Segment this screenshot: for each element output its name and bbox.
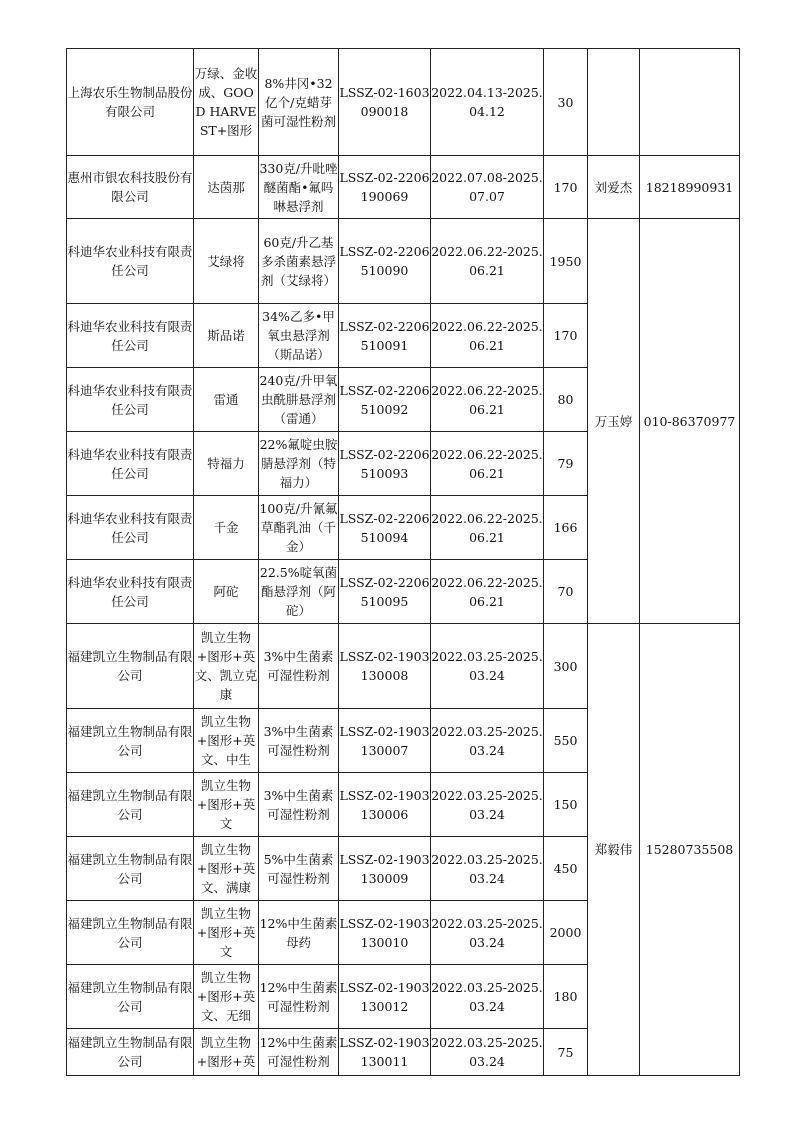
- company-cell: 福建凯立生物制品有限公司: [67, 624, 194, 709]
- validity-cell: 2022.03.25-2025.03.24: [431, 773, 544, 837]
- quantity-cell: 1950: [544, 219, 588, 304]
- product-cell: 3%中生菌素可湿性粉剂: [259, 624, 339, 709]
- reg-no-cell: LSSZ-02-1903130006: [339, 773, 431, 837]
- product-cell: 60克/升乙基多杀菌素悬浮剂（艾绿将）: [259, 219, 339, 304]
- company-cell: 科迪华农业科技有限责任公司: [67, 560, 194, 624]
- company-cell: 上海农乐生物制品股份有限公司: [67, 49, 194, 156]
- contact-phone-cell: [640, 49, 740, 156]
- trademark-cell: 凯立生物+图形+英文、凯立克康: [194, 624, 259, 709]
- product-cell: 12%中生菌素母药: [259, 901, 339, 965]
- reg-no-cell: LSSZ-02-2206510092: [339, 368, 431, 432]
- validity-cell: 2022.03.25-2025.03.24: [431, 709, 544, 773]
- validity-cell: 2022.03.25-2025.03.24: [431, 624, 544, 709]
- quantity-cell: 80: [544, 368, 588, 432]
- trademark-cell: 斯品诺: [194, 304, 259, 368]
- table-row: [67, 219, 740, 304]
- quantity-cell: 150: [544, 773, 588, 837]
- product-cell: 8%井冈•32亿个/克蜡芽菌可湿性粉剂: [259, 49, 339, 156]
- product-cell: 22.5%啶氧菌酯悬浮剂（阿砣）: [259, 560, 339, 624]
- company-cell: 科迪华农业科技有限责任公司: [67, 304, 194, 368]
- company-cell: 科迪华农业科技有限责任公司: [67, 496, 194, 560]
- product-cell: 12%中生菌素可湿性粉剂: [259, 1029, 339, 1076]
- validity-cell: 2022.07.08-2025.07.07: [431, 156, 544, 219]
- reg-no-cell: LSSZ-02-2206510093: [339, 432, 431, 496]
- company-cell: 福建凯立生物制品有限公司: [67, 773, 194, 837]
- product-cell: 3%中生菌素可湿性粉剂: [259, 773, 339, 837]
- company-cell: 福建凯立生物制品有限公司: [67, 837, 194, 901]
- trademark-cell: 艾绿将: [194, 219, 259, 304]
- contact-phone-cell: 15280735508: [640, 624, 740, 1076]
- validity-cell: 2022.03.25-2025.03.24: [431, 1029, 544, 1076]
- contact-phone-cell: 010-86370977: [640, 219, 740, 624]
- validity-cell: 2022.03.25-2025.03.24: [431, 965, 544, 1029]
- trademark-cell: 凯立生物+图形+英文: [194, 901, 259, 965]
- reg-no-cell: LSSZ-02-1603090018: [339, 49, 431, 156]
- contact-name-cell: 郑毅伟: [588, 624, 640, 1076]
- product-cell: 330克/升吡唑醚菌酯•氟吗啉悬浮剂: [259, 156, 339, 219]
- company-cell: 科迪华农业科技有限责任公司: [67, 432, 194, 496]
- reg-no-cell: LSSZ-02-1903130012: [339, 965, 431, 1029]
- product-cell: 34%乙多•甲氧虫悬浮剂（斯品诺）: [259, 304, 339, 368]
- trademark-cell: 凯立生物+图形+英文、中生: [194, 709, 259, 773]
- product-cell: 3%中生菌素可湿性粉剂: [259, 709, 339, 773]
- registration-table: [66, 48, 740, 1076]
- trademark-cell: 特福力: [194, 432, 259, 496]
- quantity-cell: 166: [544, 496, 588, 560]
- validity-cell: 2022.06.22-2025.06.21: [431, 496, 544, 560]
- validity-cell: 2022.06.22-2025.06.21: [431, 432, 544, 496]
- contact-name-cell: 万玉婷: [588, 219, 640, 624]
- table-row: [67, 156, 740, 219]
- product-cell: 100克/升氰氟草酯乳油（千金）: [259, 496, 339, 560]
- company-cell: 福建凯立生物制品有限公司: [67, 901, 194, 965]
- reg-no-cell: LSSZ-02-1903130007: [339, 709, 431, 773]
- product-cell: 5%中生菌素可湿性粉剂: [259, 837, 339, 901]
- table-row: [67, 624, 740, 709]
- company-cell: 惠州市银农科技股份有限公司: [67, 156, 194, 219]
- quantity-cell: 75: [544, 1029, 588, 1076]
- reg-no-cell: LSSZ-02-1903130011: [339, 1029, 431, 1076]
- quantity-cell: 70: [544, 560, 588, 624]
- product-cell: 22%氟啶虫胺腈悬浮剂（特福力）: [259, 432, 339, 496]
- reg-no-cell: LSSZ-02-2206510090: [339, 219, 431, 304]
- contact-name-cell: [588, 49, 640, 156]
- trademark-cell: 万绿、金收成、GOOD HARVEST+图形: [194, 49, 259, 156]
- trademark-cell: 达茵那: [194, 156, 259, 219]
- validity-cell: 2022.06.22-2025.06.21: [431, 304, 544, 368]
- contact-name-cell: 刘爱杰: [588, 156, 640, 219]
- validity-cell: 2022.06.22-2025.06.21: [431, 219, 544, 304]
- quantity-cell: 170: [544, 304, 588, 368]
- quantity-cell: 170: [544, 156, 588, 219]
- trademark-cell: 雷通: [194, 368, 259, 432]
- validity-cell: 2022.06.22-2025.06.21: [431, 368, 544, 432]
- reg-no-cell: LSSZ-02-1903130009: [339, 837, 431, 901]
- reg-no-cell: LSSZ-02-2206190069: [339, 156, 431, 219]
- company-cell: 福建凯立生物制品有限公司: [67, 1029, 194, 1076]
- trademark-cell: 凯立生物+图形+英文、满康: [194, 837, 259, 901]
- trademark-cell: 凯立生物+图形+英文、无细: [194, 965, 259, 1029]
- company-cell: 福建凯立生物制品有限公司: [67, 709, 194, 773]
- quantity-cell: 30: [544, 49, 588, 156]
- table-row: [67, 49, 740, 156]
- quantity-cell: 450: [544, 837, 588, 901]
- company-cell: 福建凯立生物制品有限公司: [67, 965, 194, 1029]
- reg-no-cell: LSSZ-02-1903130010: [339, 901, 431, 965]
- quantity-cell: 2000: [544, 901, 588, 965]
- trademark-cell: 阿砣: [194, 560, 259, 624]
- reg-no-cell: LSSZ-02-1903130008: [339, 624, 431, 709]
- quantity-cell: 180: [544, 965, 588, 1029]
- reg-no-cell: LSSZ-02-2206510094: [339, 496, 431, 560]
- trademark-cell: 凯立生物+图形+英: [194, 1029, 259, 1076]
- validity-cell: 2022.04.13-2025.04.12: [431, 49, 544, 156]
- reg-no-cell: LSSZ-02-2206510095: [339, 560, 431, 624]
- contact-phone-cell: 18218990931: [640, 156, 740, 219]
- validity-cell: 2022.06.22-2025.06.21: [431, 560, 544, 624]
- trademark-cell: 千金: [194, 496, 259, 560]
- company-cell: 科迪华农业科技有限责任公司: [67, 368, 194, 432]
- reg-no-cell: LSSZ-02-2206510091: [339, 304, 431, 368]
- product-cell: 240克/升甲氧虫酰肼悬浮剂（雷通）: [259, 368, 339, 432]
- quantity-cell: 300: [544, 624, 588, 709]
- quantity-cell: 79: [544, 432, 588, 496]
- validity-cell: 2022.03.25-2025.03.24: [431, 837, 544, 901]
- product-cell: 12%中生菌素可湿性粉剂: [259, 965, 339, 1029]
- trademark-cell: 凯立生物+图形+英文: [194, 773, 259, 837]
- quantity-cell: 550: [544, 709, 588, 773]
- validity-cell: 2022.03.25-2025.03.24: [431, 901, 544, 965]
- company-cell: 科迪华农业科技有限责任公司: [67, 219, 194, 304]
